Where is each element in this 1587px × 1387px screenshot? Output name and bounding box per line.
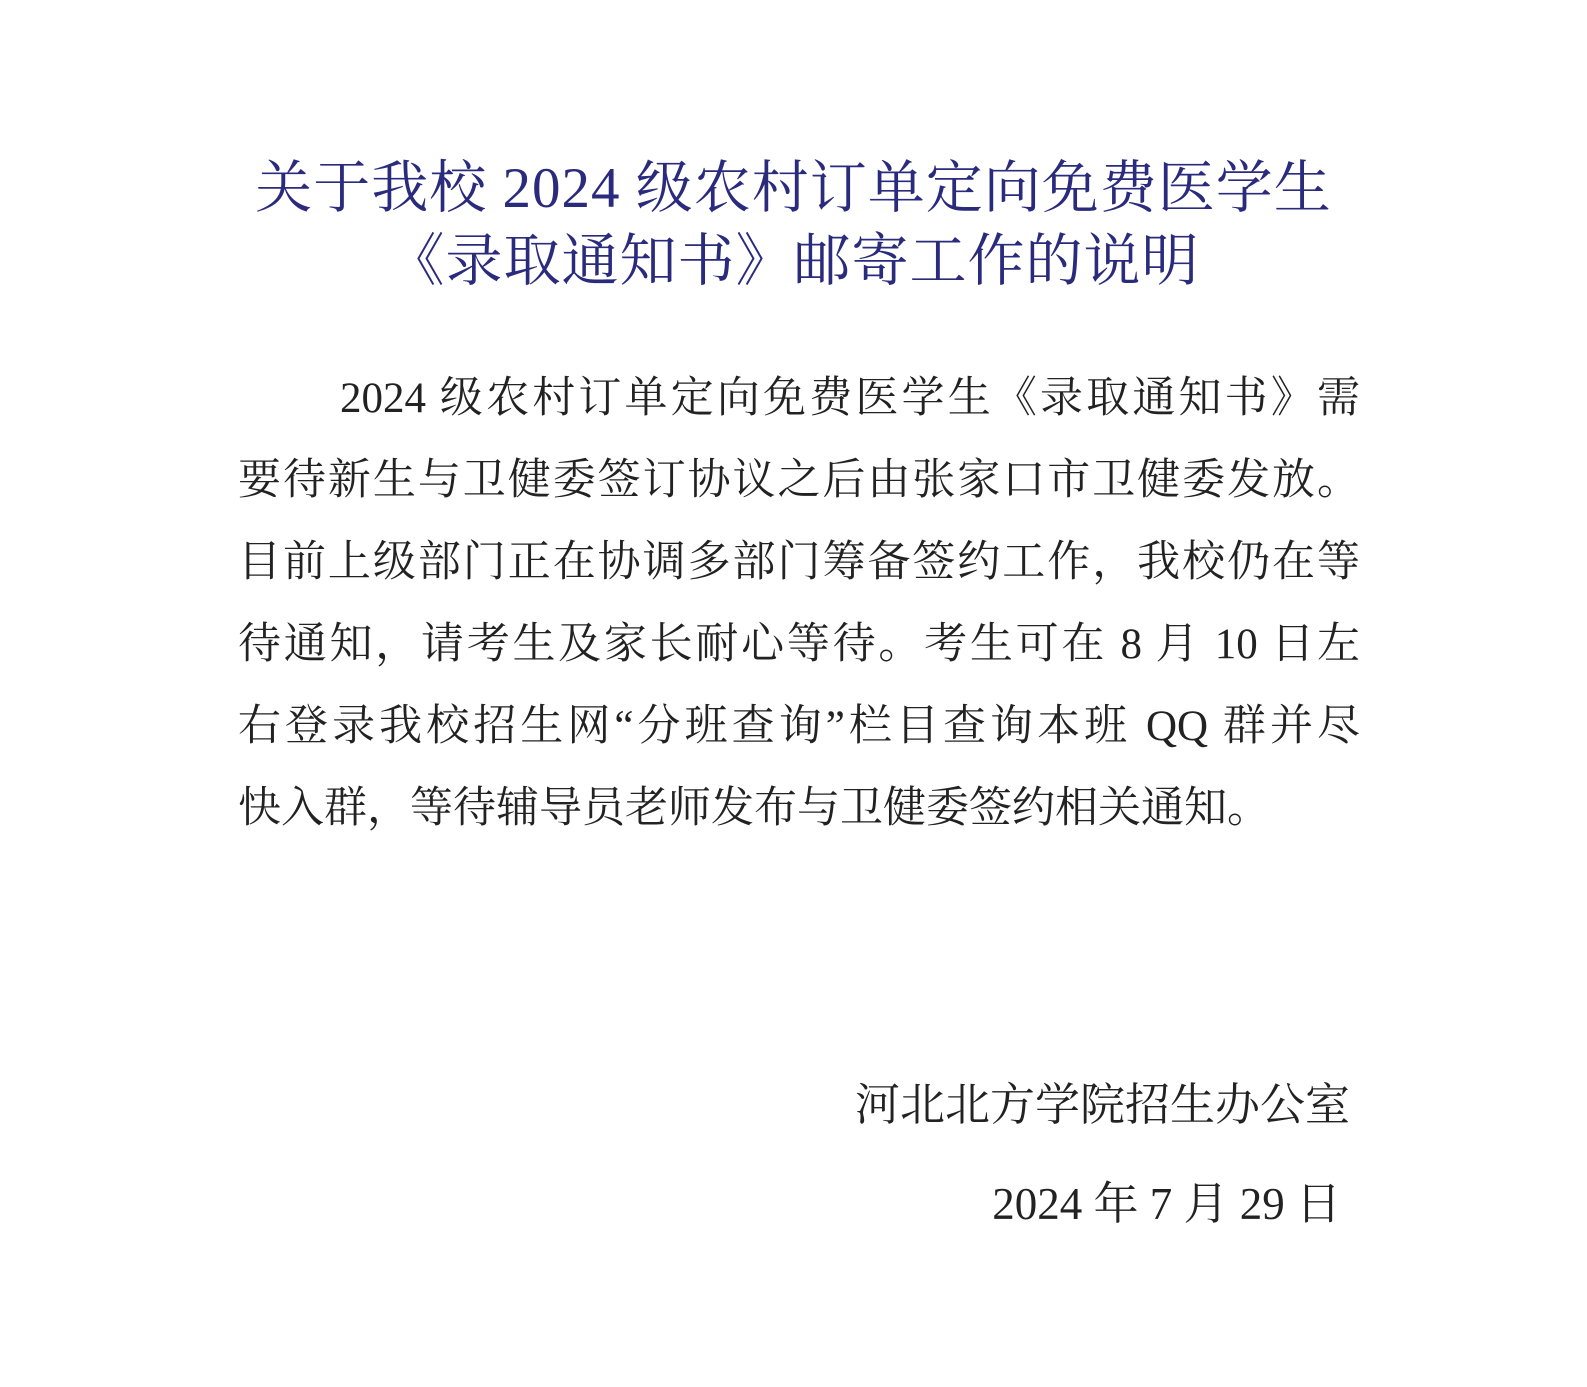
signature-date: 2024 年 7 月 29 日: [992, 1179, 1341, 1229]
document-title: [0, 152, 1587, 298]
paragraph-line: 待通知，请考生及家长耐心等待。考生可在 8 月 10 日左: [238, 621, 1360, 668]
paragraph-line: 要待新生与卫健委签订协议之后由张家口市卫健委发放。: [238, 457, 1360, 504]
paragraph-line: 右登录我校招生网“分班查询”栏目查询本班 QQ 群并尽: [238, 703, 1360, 750]
paragraph-line: 2024 级农村订单定向免费医学生《录取通知书》需: [340, 375, 1360, 422]
paragraph-line: 快入群，等待辅导员老师发布与卫健委签约相关通知。: [238, 785, 1270, 832]
document-title-line-1: 关于我校 2024 级农村订单定向免费医学生: [255, 157, 1332, 220]
signature-office: 河北北方学院招生办公室: [854, 1080, 1350, 1130]
notice-paragraph: [238, 358, 1360, 850]
paragraph-line: 目前上级部门正在协调多部门筹备签约工作，我校仍在等: [238, 539, 1360, 586]
document-title-line-2: 《录取通知书》邮寄工作的说明: [387, 230, 1200, 293]
